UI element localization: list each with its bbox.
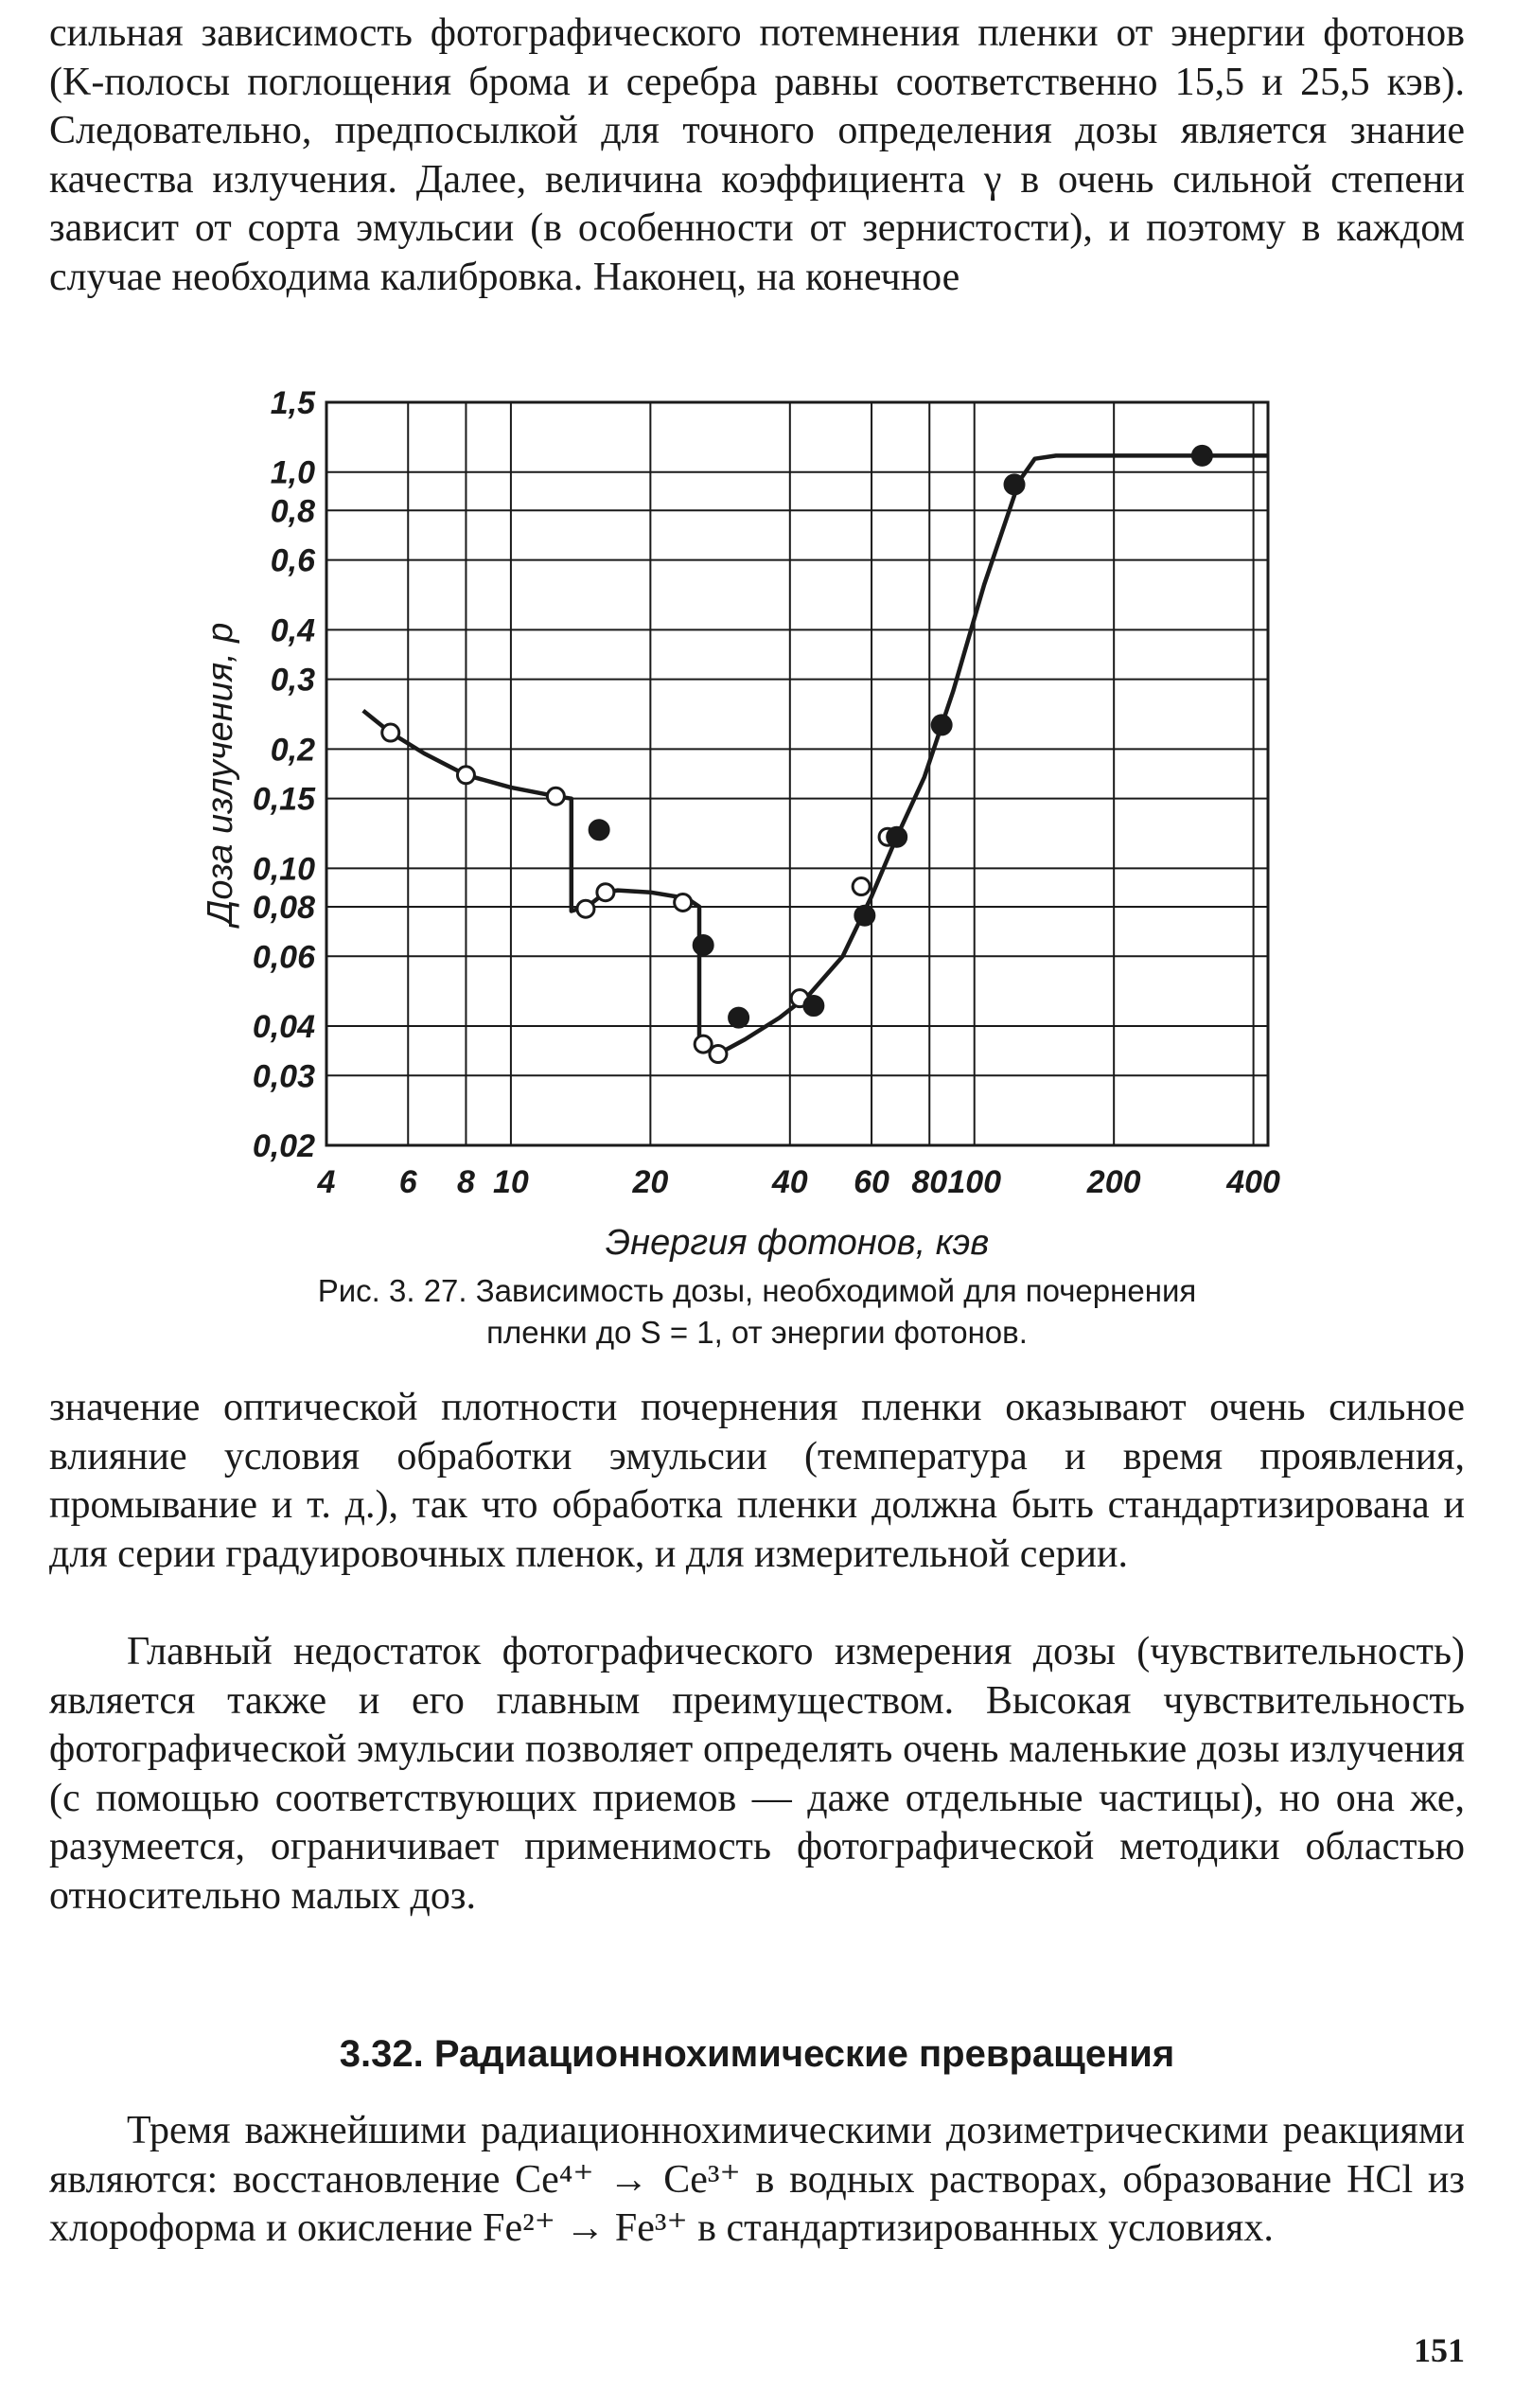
y-tick-label: 0,3 — [270, 662, 315, 699]
chart-curve-layer — [363, 455, 1268, 1054]
data-point-open — [577, 900, 594, 917]
y-tick-label: 0,06 — [252, 939, 315, 976]
y-tick-label: 0,03 — [252, 1058, 315, 1095]
data-point-filled — [804, 997, 823, 1016]
x-tick-label: 100 — [947, 1164, 1002, 1200]
x-tick-label: 400 — [1226, 1164, 1280, 1200]
x-tick-label: 4 — [317, 1164, 336, 1200]
section-heading: 3.32. Радиационнохимические превращения — [339, 2033, 1175, 2075]
data-point-filled — [694, 936, 713, 955]
y-tick-label: 0,8 — [270, 493, 315, 530]
x-tick-label: 60 — [854, 1164, 889, 1200]
paragraph-after-figure: значение оптической плотности почернения пленки оказывают очень сильное влияние условия обработки эмульсии (температура и время проявления, промывание и т. д.), так что обработка пленки должна быть стандартизирована и для серии градуировочных пленок, и для измерительной серии. — [49, 1386, 1465, 1576]
page-number: 151 — [1414, 2331, 1465, 2369]
paragraph-section: Тремя важнейшими радиационнохимическими дозиметрическими реакциями являются: восстановление Ce⁴⁺ → Ce³⁺ в водных растворах, образование HCl из хлороформа и окисление Fe²⁺ → Fe³⁺ в стандартизированных условиях. — [49, 2109, 1465, 2250]
data-point-open — [597, 884, 614, 901]
x-tick-label: 8 — [456, 1164, 475, 1200]
y-tick-label: 0,6 — [270, 542, 315, 579]
dose-energy-chart — [0, 360, 1514, 1268]
data-point-filled — [855, 906, 874, 925]
y-tick-label: 1,5 — [270, 385, 315, 421]
data-point-filled — [888, 827, 907, 846]
x-tick-label: 6 — [398, 1164, 417, 1200]
data-point-open — [710, 1046, 727, 1063]
y-tick-label: 0,02 — [252, 1128, 315, 1164]
y-tick-label: 0,15 — [252, 781, 315, 818]
figure-caption-line1: Рис. 3. 27. Зависимость дозы, необходимой для почернения — [317, 1273, 1197, 1308]
chart-points — [382, 446, 1212, 1062]
x-tick-label: 80 — [911, 1164, 948, 1200]
y-tick-label: 0,08 — [252, 889, 315, 926]
y-tick-label: 0,10 — [252, 851, 315, 888]
y-tick-label: 1,0 — [270, 454, 315, 491]
data-point-filled — [1005, 475, 1024, 494]
y-tick-label: 0,2 — [270, 732, 315, 769]
dose-curve — [363, 455, 1268, 1054]
x-tick-label: 20 — [632, 1164, 669, 1200]
paragraph-top: сильная зависимость фотографического потемнения пленки от энергии фотонов (K-полосы поглощения брома и серебра равны соответственно 15,5 и 25,5 кэв). Следовательно, предпосылкой для точного определения дозы является знание качества излучения. Далее, величина коэффициента γ в очень сильной степени зависит от сорта эмульсии (в особенности от зернистости), и поэтому в каждом случае необходима калибровка. Наконец, на конечное — [49, 11, 1465, 299]
data-point-filled — [1192, 446, 1211, 465]
paragraph-drawback: Главный недостаток фотографического измерения дозы (чувствительность) является также и его главным преимуществом. Высокая чувствительность фотографической эмульсии позволяет определять очень маленькие дозы излучения (с помощью соответствующих приемов — даже отдельные частицы), но она же, разумеется, ограничивает применимость фотографической методики областью относительно малых доз. — [49, 1630, 1465, 1918]
data-point-open — [457, 767, 474, 784]
x-tick-label: 200 — [1086, 1164, 1141, 1200]
data-point-open — [675, 894, 692, 911]
data-point-open — [853, 878, 870, 895]
x-axis-label: Энергия фотонов, кэв — [605, 1223, 990, 1263]
x-tick-label: 10 — [493, 1164, 529, 1200]
data-point-filled — [730, 1008, 748, 1027]
figure-caption-line2: пленки до S = 1, от энергии фотонов. — [486, 1315, 1028, 1350]
y-axis-label: Доза излучения, р — [201, 622, 240, 926]
y-tick-label: 0,04 — [252, 1008, 315, 1045]
chart-tick-labels — [253, 385, 1280, 1200]
y-tick-label: 0,4 — [270, 612, 315, 649]
data-point-filled — [590, 821, 608, 840]
data-point-filled — [932, 716, 951, 735]
x-tick-label: 40 — [771, 1164, 808, 1200]
data-point-open — [547, 788, 564, 805]
data-point-open — [382, 724, 399, 741]
